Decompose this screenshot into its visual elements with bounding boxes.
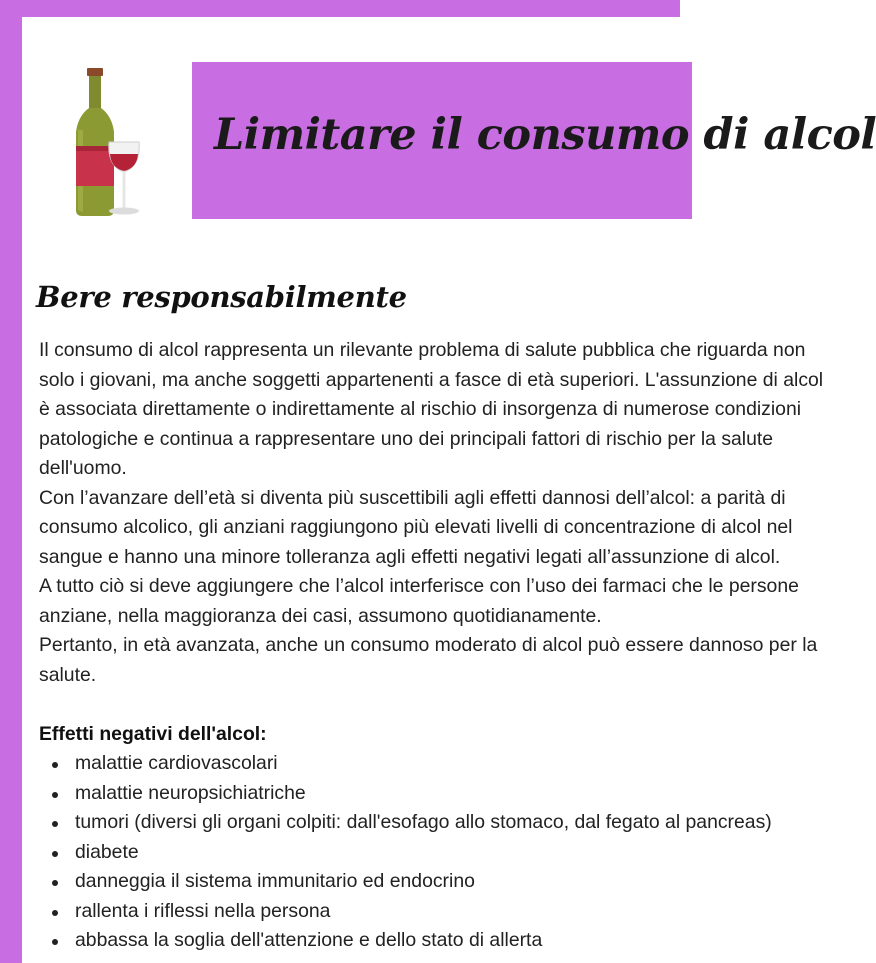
paragraph-line: solo i giovani, ma anche soggetti appartenenti a fasce di età superiori. L'assunzione di alcol [39, 368, 824, 391]
wine-bottle-illustration [66, 64, 152, 224]
list-item [39, 808, 772, 838]
main-content [39, 336, 824, 956]
paragraph-line: sangue e hanno una minore tolleranza agli effetti negativi legati all’assunzione di alcol. [39, 545, 781, 568]
intro-paragraph [39, 336, 824, 690]
list-item [39, 749, 759, 779]
paragraph-line: consumo alcolico, gli anziani raggiungono più elevati livelli di concentrazione di alcol nel [39, 516, 793, 538]
paragraph-line: salute. [39, 663, 97, 686]
paragraph-line: anziane, nella maggioranza dei casi, assumono quotidianamente. [39, 604, 602, 627]
list-item-text: malattie neuropsichiatriche [75, 781, 306, 804]
list-item [39, 779, 759, 809]
bullet-icon [52, 762, 58, 768]
paragraph-line: Il consumo di alcol rappresenta un rilevante problema di salute pubblica che riguarda non [39, 339, 806, 361]
bullet-icon [52, 821, 58, 827]
paragraph-line: Pertanto, in età avanzata, anche un consumo moderato di alcol può essere dannoso per la [39, 634, 818, 656]
paragraph-line: Con l’avanzare dell’età si diventa più suscettibili agli effetti dannosi dell’alcol: a parità di [39, 486, 786, 509]
bullet-icon [52, 880, 58, 886]
list-item-text: danneggia il sistema immunitario ed endocrino [75, 870, 475, 892]
page-title: Limitare il consumo di alcol [214, 110, 876, 160]
list-item-text: tumori (diversi gli organi colpiti: dall'esofago allo stomaco, dal fegato al pancreas) [75, 811, 772, 833]
bullet-icon [52, 910, 58, 916]
list-item [39, 838, 759, 868]
wine-bottle-icon [66, 64, 152, 224]
list-item-text: abbassa la soglia dell'attenzione e dello stato di allerta [75, 929, 543, 951]
list-item-text: rallenta i riflessi nella persona [75, 899, 331, 922]
bullet-icon [52, 792, 58, 798]
title-banner [192, 62, 876, 219]
effects-title: Effetti negativi dell'alcol: [39, 722, 267, 745]
list-item-text: diabete [75, 840, 139, 863]
list-item-text: malattie cardiovascolari [75, 752, 278, 774]
paragraph-line: A tutto ciò si deve aggiungere che l’alcol interferisce con l’uso dei farmaci che le persone [39, 575, 799, 597]
list-item [39, 897, 759, 927]
bullet-icon [52, 939, 58, 945]
spacer [39, 690, 759, 720]
section-title: Bere responsabilmente [36, 280, 407, 314]
paragraph-line: dell'uomo. [39, 457, 127, 479]
bullet-icon [52, 851, 58, 857]
top-border [0, 0, 680, 17]
paragraph-line: patologiche e continua a rappresentare uno dei principali fattori di rischio per la salute [39, 427, 774, 450]
list-item [39, 867, 759, 897]
paragraph-line: è associata direttamente o indirettamente al rischio di insorgenza di numerose condizioni [39, 398, 802, 420]
left-border [0, 0, 22, 963]
list-item [39, 926, 759, 956]
effects-list [39, 749, 772, 956]
